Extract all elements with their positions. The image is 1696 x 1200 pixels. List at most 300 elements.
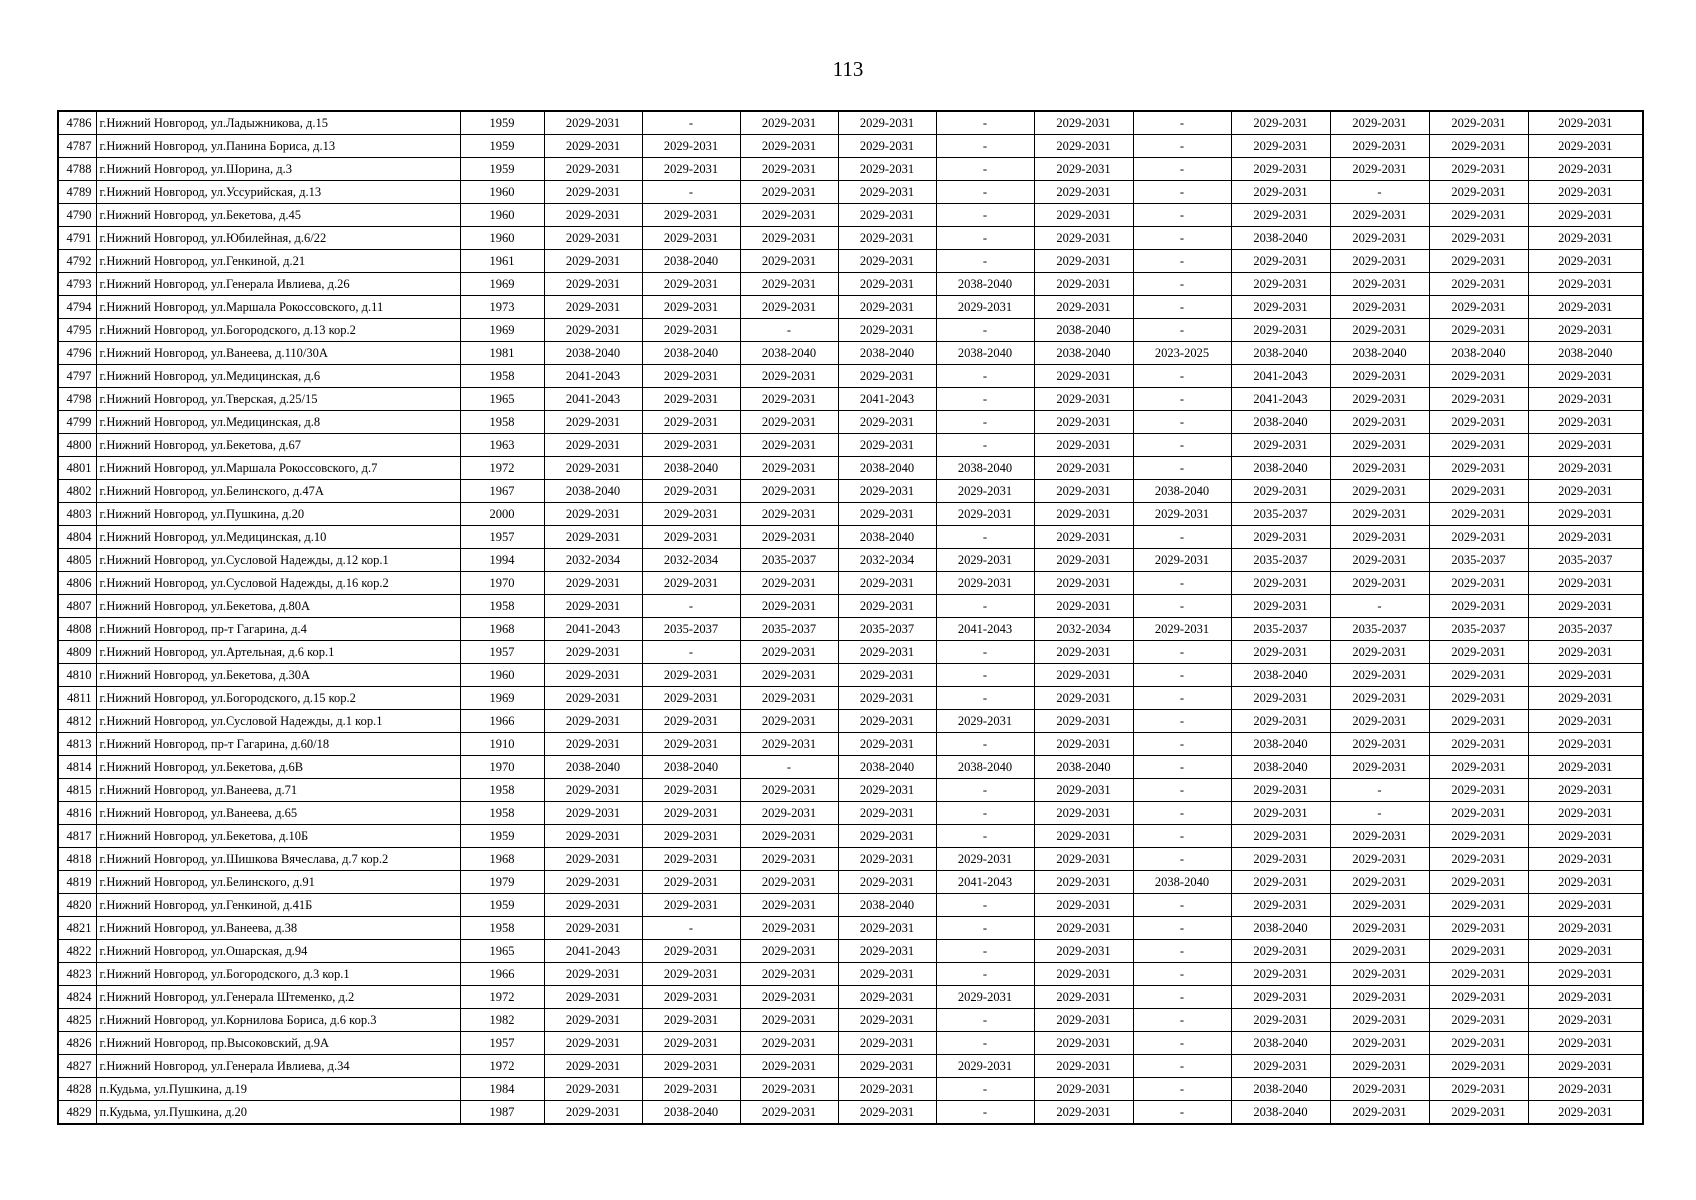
period-cell: 2029-2031 <box>740 802 838 825</box>
year-cell: 1960 <box>460 664 544 687</box>
period-cell: 2029-2031 <box>1528 641 1643 664</box>
period-cell: 2029-2031 <box>740 1078 838 1101</box>
period-cell: 2029-2031 <box>838 733 936 756</box>
year-cell: 1910 <box>460 733 544 756</box>
period-cell: - <box>936 204 1034 227</box>
period-cell: 2029-2031 <box>1034 250 1133 273</box>
period-cell: 2038-2040 <box>838 894 936 917</box>
table-row <box>58 388 1643 411</box>
period-cell: 2029-2031 <box>1330 641 1429 664</box>
period-cell: 2029-2031 <box>1330 986 1429 1009</box>
table-row <box>58 480 1643 503</box>
period-cell: 2029-2031 <box>544 227 642 250</box>
period-cell: 2029-2031 <box>1034 365 1133 388</box>
period-cell: 2029-2031 <box>1429 1009 1528 1032</box>
table-row <box>58 365 1643 388</box>
row-number-cell: 4799 <box>58 411 96 434</box>
period-cell: 2029-2031 <box>1528 848 1643 871</box>
period-cell: 2029-2031 <box>1231 1055 1330 1078</box>
period-cell: - <box>936 917 1034 940</box>
period-cell: - <box>1133 273 1231 296</box>
row-number-cell: 4805 <box>58 549 96 572</box>
period-cell: 2029-2031 <box>740 411 838 434</box>
period-cell: 2029-2031 <box>1231 1009 1330 1032</box>
period-cell: - <box>1133 319 1231 342</box>
period-cell: 2029-2031 <box>1528 434 1643 457</box>
period-cell: 2029-2031 <box>740 526 838 549</box>
row-number-cell: 4792 <box>58 250 96 273</box>
period-cell: 2029-2031 <box>642 664 740 687</box>
period-cell: 2029-2031 <box>1231 273 1330 296</box>
period-cell: 2029-2031 <box>936 572 1034 595</box>
period-cell: 2029-2031 <box>740 848 838 871</box>
period-cell: 2029-2031 <box>1330 1055 1429 1078</box>
period-cell: 2029-2031 <box>838 963 936 986</box>
period-cell: 2029-2031 <box>1133 618 1231 641</box>
row-number-cell: 4795 <box>58 319 96 342</box>
period-cell: 2029-2031 <box>1034 940 1133 963</box>
period-cell: 2029-2031 <box>1528 779 1643 802</box>
period-cell: 2038-2040 <box>1231 664 1330 687</box>
period-cell: 2029-2031 <box>936 710 1034 733</box>
period-cell: 2029-2031 <box>838 181 936 204</box>
period-cell: 2029-2031 <box>838 802 936 825</box>
period-cell: 2029-2031 <box>1429 365 1528 388</box>
period-cell: 2038-2040 <box>1528 342 1643 365</box>
period-cell: 2029-2031 <box>544 111 642 135</box>
period-cell: 2038-2040 <box>544 342 642 365</box>
row-number-cell: 4796 <box>58 342 96 365</box>
period-cell: 2029-2031 <box>838 227 936 250</box>
year-cell: 1967 <box>460 480 544 503</box>
period-cell: 2038-2040 <box>1231 411 1330 434</box>
year-cell: 1981 <box>460 342 544 365</box>
year-cell: 1959 <box>460 825 544 848</box>
period-cell: 2029-2031 <box>838 986 936 1009</box>
period-cell: 2029-2031 <box>838 365 936 388</box>
period-cell: 2029-2031 <box>740 503 838 526</box>
period-cell: 2032-2034 <box>1034 618 1133 641</box>
period-cell: 2029-2031 <box>1330 1078 1429 1101</box>
period-cell: - <box>1133 411 1231 434</box>
period-cell: 2029-2031 <box>740 940 838 963</box>
period-cell: - <box>1133 1032 1231 1055</box>
period-cell: 2029-2031 <box>1330 250 1429 273</box>
period-cell: 2041-2043 <box>544 618 642 641</box>
period-cell: - <box>1133 1009 1231 1032</box>
period-cell: 2029-2031 <box>838 664 936 687</box>
period-cell: 2029-2031 <box>1330 1009 1429 1032</box>
period-cell: 2029-2031 <box>642 825 740 848</box>
period-cell: 2029-2031 <box>1034 963 1133 986</box>
period-cell: 2029-2031 <box>642 802 740 825</box>
period-cell: 2029-2031 <box>838 710 936 733</box>
period-cell: 2029-2031 <box>1034 710 1133 733</box>
period-cell: - <box>936 641 1034 664</box>
row-number-cell: 4791 <box>58 227 96 250</box>
period-cell: - <box>936 894 1034 917</box>
table-row <box>58 641 1643 664</box>
period-cell: 2029-2031 <box>1429 319 1528 342</box>
period-cell: 2029-2031 <box>740 227 838 250</box>
row-number-cell: 4808 <box>58 618 96 641</box>
period-cell: 2041-2043 <box>544 365 642 388</box>
period-cell: 2029-2031 <box>1528 733 1643 756</box>
address-cell: г.Нижний Новгород, пр-т Гагарина, д.60/18 <box>96 733 460 756</box>
period-cell: - <box>936 158 1034 181</box>
period-cell: 2029-2031 <box>642 572 740 595</box>
period-cell: 2029-2031 <box>1330 549 1429 572</box>
address-cell: г.Нижний Новгород, ул.Панина Бориса, д.13 <box>96 135 460 158</box>
period-cell: 2029-2031 <box>936 480 1034 503</box>
row-number-cell: 4820 <box>58 894 96 917</box>
year-cell: 1960 <box>460 204 544 227</box>
row-number-cell: 4800 <box>58 434 96 457</box>
period-cell: 2029-2031 <box>642 503 740 526</box>
period-cell: 2029-2031 <box>1330 917 1429 940</box>
table-row <box>58 618 1643 641</box>
period-cell: 2029-2031 <box>1429 388 1528 411</box>
row-number-cell: 4803 <box>58 503 96 526</box>
address-cell: г.Нижний Новгород, ул.Артельная, д.6 кор.1 <box>96 641 460 664</box>
period-cell: 2029-2031 <box>544 664 642 687</box>
period-cell: 2029-2031 <box>544 1078 642 1101</box>
period-cell: 2038-2040 <box>1231 756 1330 779</box>
period-cell: 2029-2031 <box>1528 411 1643 434</box>
period-cell: 2029-2031 <box>838 135 936 158</box>
period-cell: 2029-2031 <box>544 158 642 181</box>
period-cell: 2038-2040 <box>1231 1032 1330 1055</box>
period-cell: 2029-2031 <box>1034 480 1133 503</box>
period-cell: 2029-2031 <box>544 963 642 986</box>
period-cell: 2035-2037 <box>1231 549 1330 572</box>
period-cell: - <box>936 250 1034 273</box>
period-cell: - <box>936 388 1034 411</box>
period-cell: 2038-2040 <box>1231 1101 1330 1125</box>
period-cell: 2038-2040 <box>642 457 740 480</box>
period-cell: 2029-2031 <box>1429 802 1528 825</box>
period-cell: 2041-2043 <box>936 871 1034 894</box>
period-cell: 2029-2031 <box>740 687 838 710</box>
period-cell: 2029-2031 <box>1034 871 1133 894</box>
period-cell: 2029-2031 <box>1231 940 1330 963</box>
period-cell: 2038-2040 <box>642 250 740 273</box>
period-cell: - <box>936 365 1034 388</box>
period-cell: 2029-2031 <box>1330 664 1429 687</box>
period-cell: 2035-2037 <box>740 549 838 572</box>
period-cell: 2029-2031 <box>838 319 936 342</box>
period-cell: 2029-2031 <box>838 503 936 526</box>
year-cell: 1965 <box>460 388 544 411</box>
address-cell: г.Нижний Новгород, ул.Генерала Ивлиева, д.34 <box>96 1055 460 1078</box>
row-number-cell: 4828 <box>58 1078 96 1101</box>
row-number-cell: 4786 <box>58 111 96 135</box>
period-cell: 2029-2031 <box>1429 1032 1528 1055</box>
year-cell: 1972 <box>460 1055 544 1078</box>
address-cell: г.Нижний Новгород, ул.Богородского, д.13 кор.2 <box>96 319 460 342</box>
period-cell: - <box>1133 204 1231 227</box>
period-cell: 2029-2031 <box>1528 894 1643 917</box>
address-cell: п.Кудьма, ул.Пушкина, д.20 <box>96 1101 460 1125</box>
period-cell: 2029-2031 <box>1034 111 1133 135</box>
period-cell: 2038-2040 <box>1034 342 1133 365</box>
period-cell: 2029-2031 <box>740 779 838 802</box>
period-cell: 2029-2031 <box>642 434 740 457</box>
period-cell: 2029-2031 <box>1330 1032 1429 1055</box>
period-cell: 2029-2031 <box>1330 204 1429 227</box>
year-cell: 1979 <box>460 871 544 894</box>
period-cell: 2029-2031 <box>1528 1032 1643 1055</box>
period-cell: 2029-2031 <box>1528 388 1643 411</box>
table-row <box>58 802 1643 825</box>
address-cell: г.Нижний Новгород, ул.Медицинская, д.10 <box>96 526 460 549</box>
period-cell: 2029-2031 <box>642 204 740 227</box>
period-cell: 2029-2031 <box>1429 825 1528 848</box>
period-cell: 2029-2031 <box>740 111 838 135</box>
table-row <box>58 227 1643 250</box>
period-cell: 2029-2031 <box>1231 434 1330 457</box>
period-cell: 2029-2031 <box>1528 687 1643 710</box>
period-cell: 2029-2031 <box>1133 549 1231 572</box>
period-cell: 2038-2040 <box>936 342 1034 365</box>
period-cell: 2029-2031 <box>1330 733 1429 756</box>
table-row <box>58 848 1643 871</box>
period-cell: 2038-2040 <box>936 756 1034 779</box>
period-cell: 2041-2043 <box>544 388 642 411</box>
year-cell: 1959 <box>460 135 544 158</box>
address-cell: г.Нижний Новгород, ул.Пушкина, д.20 <box>96 503 460 526</box>
period-cell: - <box>1133 457 1231 480</box>
period-cell: 2038-2040 <box>1133 871 1231 894</box>
period-cell: 2029-2031 <box>1231 641 1330 664</box>
period-cell: 2029-2031 <box>740 641 838 664</box>
period-cell: 2029-2031 <box>1231 204 1330 227</box>
table-row <box>58 135 1643 158</box>
period-cell: 2029-2031 <box>544 434 642 457</box>
period-cell: 2029-2031 <box>740 204 838 227</box>
period-cell: 2038-2040 <box>642 342 740 365</box>
period-cell: 2029-2031 <box>1034 1078 1133 1101</box>
period-cell: 2029-2031 <box>1034 1032 1133 1055</box>
period-cell: 2029-2031 <box>1528 1055 1643 1078</box>
period-cell: - <box>1133 1078 1231 1101</box>
period-cell: 2029-2031 <box>740 733 838 756</box>
period-cell: 2029-2031 <box>740 457 838 480</box>
period-cell: 2029-2031 <box>1528 204 1643 227</box>
period-cell: 2038-2040 <box>740 342 838 365</box>
period-cell: 2029-2031 <box>1330 411 1429 434</box>
period-cell: 2029-2031 <box>838 1055 936 1078</box>
period-cell: 2029-2031 <box>1429 963 1528 986</box>
table-row <box>58 319 1643 342</box>
period-cell: - <box>936 779 1034 802</box>
period-cell: 2038-2040 <box>1231 917 1330 940</box>
period-cell: 2029-2031 <box>544 457 642 480</box>
period-cell: 2029-2031 <box>1528 480 1643 503</box>
period-cell: 2029-2031 <box>1330 848 1429 871</box>
address-cell: г.Нижний Новгород, ул.Уссурийская, д.13 <box>96 181 460 204</box>
period-cell: - <box>1133 848 1231 871</box>
period-cell: 2035-2037 <box>1330 618 1429 641</box>
period-cell: - <box>1133 1101 1231 1125</box>
period-cell: 2029-2031 <box>1528 664 1643 687</box>
period-cell: 2029-2031 <box>1034 595 1133 618</box>
period-cell: 2029-2031 <box>1528 457 1643 480</box>
period-cell: 2029-2031 <box>740 388 838 411</box>
period-cell: 2029-2031 <box>1034 135 1133 158</box>
row-number-cell: 4812 <box>58 710 96 733</box>
period-cell: 2029-2031 <box>740 825 838 848</box>
period-cell: - <box>1133 388 1231 411</box>
table-row <box>58 204 1643 227</box>
period-cell: 2029-2031 <box>1528 595 1643 618</box>
table-row <box>58 664 1643 687</box>
period-cell: 2029-2031 <box>544 802 642 825</box>
period-cell: 2029-2031 <box>642 1032 740 1055</box>
period-cell: 2029-2031 <box>1231 871 1330 894</box>
register-body <box>58 111 1643 1124</box>
address-cell: г.Нижний Новгород, ул.Бекетова, д.67 <box>96 434 460 457</box>
table-row <box>58 503 1643 526</box>
period-cell: 2029-2031 <box>838 296 936 319</box>
period-cell: 2029-2031 <box>838 411 936 434</box>
period-cell: - <box>642 641 740 664</box>
address-cell: г.Нижний Новгород, ул.Бекетова, д.45 <box>96 204 460 227</box>
year-cell: 1960 <box>460 181 544 204</box>
table-row <box>58 1101 1643 1125</box>
period-cell: 2029-2031 <box>838 1078 936 1101</box>
year-cell: 1966 <box>460 710 544 733</box>
period-cell: 2029-2031 <box>1330 963 1429 986</box>
period-cell: 2029-2031 <box>740 181 838 204</box>
period-cell: 2029-2031 <box>1330 687 1429 710</box>
address-cell: г.Нижний Новгород, ул.Шорина, д.3 <box>96 158 460 181</box>
period-cell: 2029-2031 <box>1231 158 1330 181</box>
period-cell: 2029-2031 <box>642 986 740 1009</box>
period-cell: - <box>642 181 740 204</box>
period-cell: 2029-2031 <box>544 526 642 549</box>
period-cell: 2029-2031 <box>740 595 838 618</box>
period-cell: 2029-2031 <box>1429 111 1528 135</box>
period-cell: 2029-2031 <box>838 825 936 848</box>
table-row <box>58 825 1643 848</box>
period-cell: 2029-2031 <box>1034 204 1133 227</box>
year-cell: 1987 <box>460 1101 544 1125</box>
year-cell: 1958 <box>460 595 544 618</box>
period-cell: 2029-2031 <box>1429 434 1528 457</box>
year-cell: 1972 <box>460 457 544 480</box>
period-cell: 2029-2031 <box>1133 503 1231 526</box>
period-cell: 2029-2031 <box>1330 365 1429 388</box>
period-cell: 2029-2031 <box>740 296 838 319</box>
address-cell: г.Нижний Новгород, ул.Ладыжникова, д.15 <box>96 111 460 135</box>
address-cell: г.Нижний Новгород, ул.Генерала Ивлиева, д.26 <box>96 273 460 296</box>
page-number: 113 <box>832 57 864 81</box>
year-cell: 1972 <box>460 986 544 1009</box>
period-cell: - <box>1133 687 1231 710</box>
period-cell: - <box>1133 710 1231 733</box>
period-cell: 2029-2031 <box>1429 687 1528 710</box>
period-cell: 2038-2040 <box>838 342 936 365</box>
period-cell: 2029-2031 <box>1528 273 1643 296</box>
period-cell: 2029-2031 <box>740 1055 838 1078</box>
period-cell: - <box>1133 135 1231 158</box>
period-cell: 2029-2031 <box>936 848 1034 871</box>
year-cell: 1957 <box>460 641 544 664</box>
period-cell: 2029-2031 <box>642 710 740 733</box>
period-cell: 2029-2031 <box>642 388 740 411</box>
period-cell: 2029-2031 <box>1528 802 1643 825</box>
period-cell: - <box>1133 1055 1231 1078</box>
period-cell: 2029-2031 <box>1429 986 1528 1009</box>
period-cell: 2029-2031 <box>544 733 642 756</box>
period-cell: - <box>936 664 1034 687</box>
row-number-cell: 4817 <box>58 825 96 848</box>
period-cell: 2029-2031 <box>740 365 838 388</box>
period-cell: 2029-2031 <box>642 365 740 388</box>
period-cell: 2029-2031 <box>1330 135 1429 158</box>
year-cell: 1969 <box>460 273 544 296</box>
period-cell: - <box>936 825 1034 848</box>
year-cell: 1959 <box>460 158 544 181</box>
period-cell: 2029-2031 <box>1231 480 1330 503</box>
row-number-cell: 4790 <box>58 204 96 227</box>
period-cell: - <box>936 1009 1034 1032</box>
address-cell: г.Нижний Новгород, ул.Маршала Рокоссовского, д.11 <box>96 296 460 319</box>
period-cell: 2029-2031 <box>642 227 740 250</box>
period-cell: 2029-2031 <box>1528 365 1643 388</box>
year-cell: 1970 <box>460 572 544 595</box>
period-cell: 2029-2031 <box>642 1078 740 1101</box>
period-cell: 2035-2037 <box>1429 549 1528 572</box>
period-cell: 2029-2031 <box>544 687 642 710</box>
period-cell: 2029-2031 <box>740 963 838 986</box>
period-cell: 2029-2031 <box>838 940 936 963</box>
period-cell: 2038-2040 <box>1034 319 1133 342</box>
row-number-cell: 4821 <box>58 917 96 940</box>
period-cell: 2029-2031 <box>838 1009 936 1032</box>
period-cell: - <box>936 227 1034 250</box>
period-cell: 2029-2031 <box>1231 687 1330 710</box>
period-cell: 2029-2031 <box>838 687 936 710</box>
table-row <box>58 779 1643 802</box>
period-cell: 2029-2031 <box>1429 733 1528 756</box>
period-cell: 2029-2031 <box>740 1009 838 1032</box>
period-cell: 2029-2031 <box>1429 296 1528 319</box>
period-cell: 2029-2031 <box>1330 273 1429 296</box>
period-cell: 2029-2031 <box>1528 181 1643 204</box>
period-cell: 2029-2031 <box>1429 135 1528 158</box>
period-cell: 2029-2031 <box>936 296 1034 319</box>
period-cell: 2038-2040 <box>936 457 1034 480</box>
year-cell: 1957 <box>460 526 544 549</box>
period-cell: 2029-2031 <box>544 1032 642 1055</box>
row-number-cell: 4824 <box>58 986 96 1009</box>
year-cell: 1970 <box>460 756 544 779</box>
address-cell: г.Нижний Новгород, ул.Богородского, д.3 кор.1 <box>96 963 460 986</box>
period-cell: 2029-2031 <box>838 1101 936 1125</box>
period-cell: 2035-2037 <box>1231 503 1330 526</box>
period-cell: 2029-2031 <box>1528 227 1643 250</box>
period-cell: 2029-2031 <box>1231 779 1330 802</box>
period-cell: 2029-2031 <box>1429 1101 1528 1125</box>
period-cell: 2029-2031 <box>642 135 740 158</box>
period-cell: 2035-2037 <box>838 618 936 641</box>
year-cell: 1969 <box>460 687 544 710</box>
period-cell: 2029-2031 <box>1034 526 1133 549</box>
period-cell: 2029-2031 <box>1330 111 1429 135</box>
period-cell: 2029-2031 <box>1429 480 1528 503</box>
